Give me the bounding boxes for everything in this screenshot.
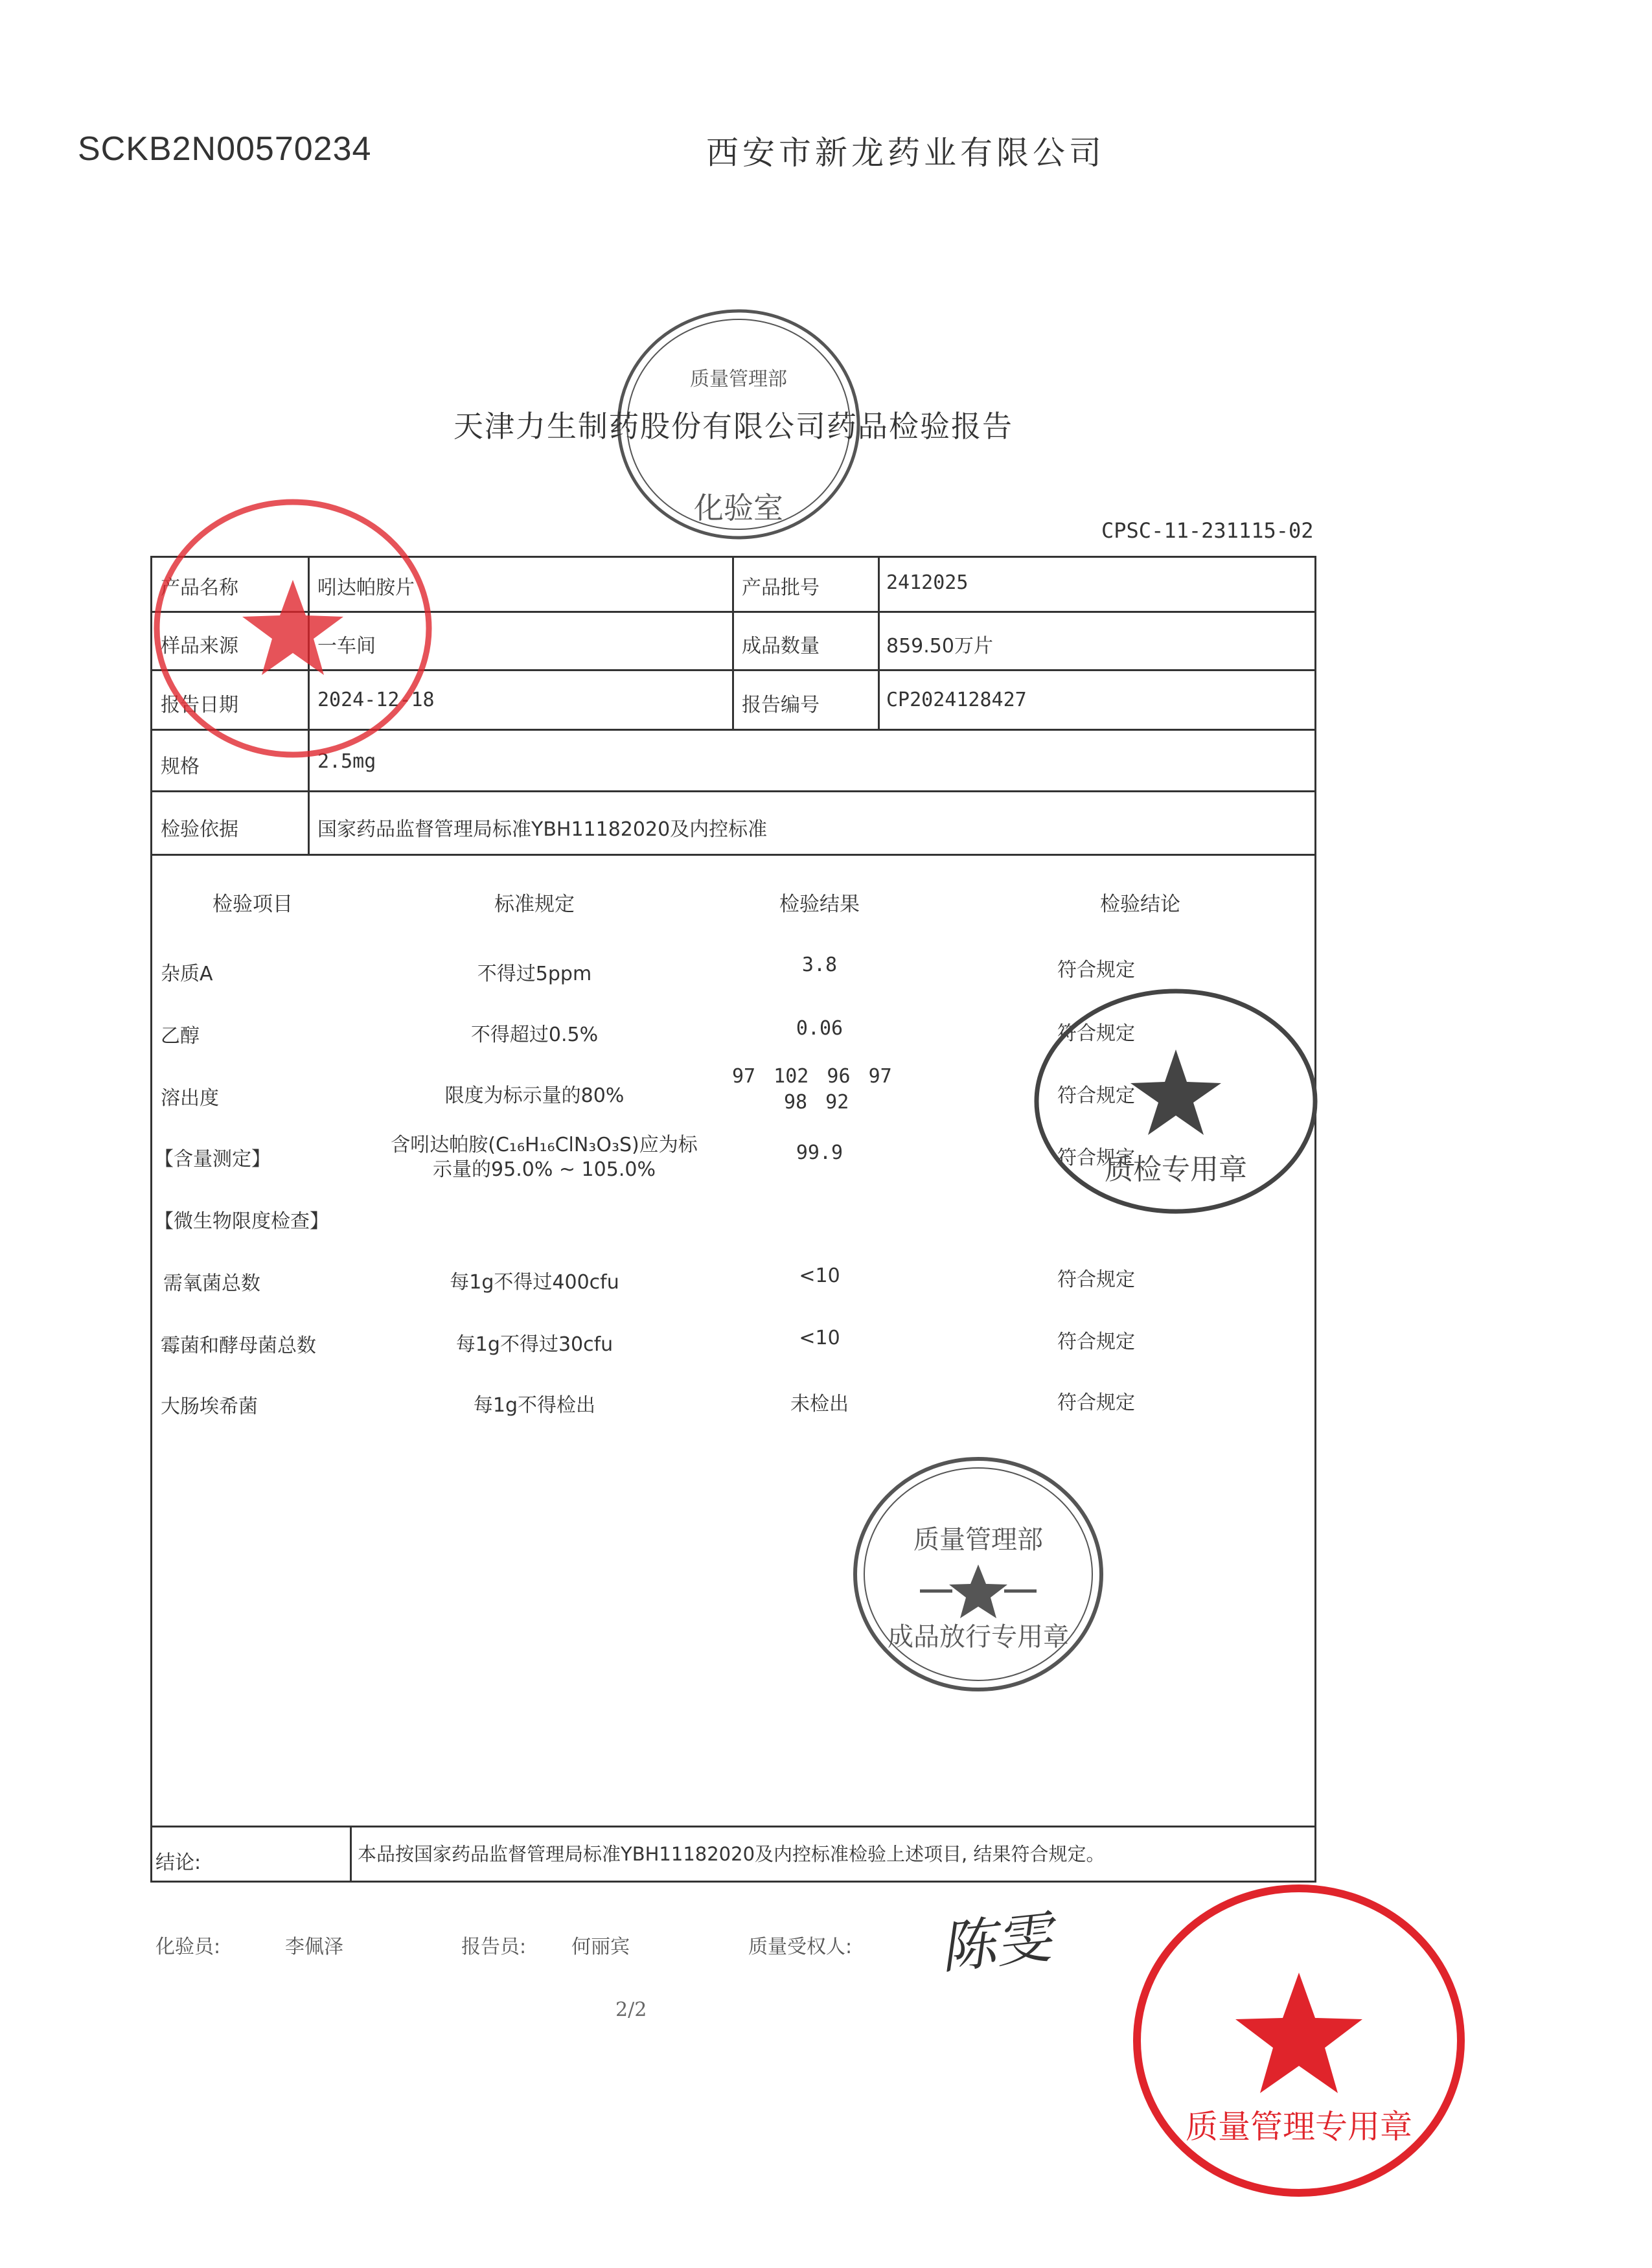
row-conclusion: 符合规定 [1057, 1147, 1135, 1169]
quality-stamp-bottom-text: 质量管理专用章 [1186, 2108, 1412, 2146]
release-stamp-mid-text: 质量管理部 [913, 1525, 1043, 1555]
row-result: <10 [799, 1327, 840, 1349]
row-conclusion: 符合规定 [1057, 959, 1135, 981]
spec-label: 规格 [161, 755, 200, 778]
row-result-line2: 98 92 [784, 1091, 849, 1114]
row-conclusion: 符合规定 [1057, 1331, 1135, 1353]
col-header-standard: 标准规定 [494, 893, 575, 916]
row-item: 霉菌和酵母菌总数 [161, 1334, 316, 1357]
row-conclusion: 符合规定 [1057, 1084, 1135, 1107]
row-item: 大肠埃希菌 [161, 1395, 258, 1418]
inspector-name: 李佩泽 [285, 1936, 343, 1958]
report-title: 天津力生制药股份有限公司药品检验报告 [453, 409, 1013, 444]
inspector-label: 化验员: [155, 1936, 221, 1958]
row-item: 溶出度 [161, 1087, 219, 1110]
page-number: 2/2 [615, 1999, 647, 2021]
product-name-value: 吲达帕胺片 [317, 577, 415, 599]
row-item: 需氧菌总数 [163, 1272, 260, 1295]
batch-label: 产品批号 [742, 577, 820, 599]
report-no-label: 报告编号 [742, 694, 820, 716]
row-standard: 每1g不得过400cfu [450, 1271, 619, 1294]
row-result: <10 [799, 1265, 840, 1287]
release-stamp [849, 1451, 1108, 1697]
row-item: 杂质A [161, 963, 213, 985]
report-no-value: CP2024128427 [886, 689, 1027, 711]
row-standard: 不得过5ppm [477, 963, 592, 985]
row-result: 未检出 [790, 1393, 849, 1415]
col-header-conclusion: 检验结论 [1100, 893, 1180, 916]
row-conclusion: 符合规定 [1057, 1022, 1135, 1045]
qc-stamp-center-text: 质检专用章 [1105, 1153, 1247, 1186]
quantity-value: 859.50万片 [886, 635, 993, 658]
spec-value: 2.5mg [317, 750, 376, 773]
row-standard: 限度为标示量的80% [444, 1084, 625, 1107]
row-result: 3.8 [801, 954, 838, 976]
product-name-label: 产品名称 [161, 577, 238, 599]
row-result: 97 102 96 97 [732, 1065, 892, 1088]
qc-stamp [1030, 985, 1322, 1218]
form-number: CPSC-11-231115-02 [1101, 518, 1314, 543]
row-section-heading: 【微生物限度检查】 [154, 1210, 329, 1233]
source-value: 一车间 [317, 635, 376, 658]
row-conclusion: 符合规定 [1057, 1392, 1135, 1414]
col-header-result: 检验结果 [779, 893, 860, 916]
reporter-label: 报告员: [461, 1936, 527, 1958]
row-standard-line2: 示量的95.0% ~ 105.0% [433, 1158, 656, 1181]
red-company-stamp [150, 492, 435, 764]
release-stamp-bottom-text: 成品放行专用章 [888, 1622, 1069, 1652]
row-standard: 每1g不得过30cfu [455, 1333, 614, 1356]
row-standard: 含吲达帕胺(C₁₆H₁₆ClN₃O₃S)应为标 [391, 1134, 698, 1156]
report-date-value: 2024-12-18 [317, 689, 435, 711]
conclusion-label: 结论: [155, 1851, 201, 1874]
qa-signature: 陈雯 [937, 1905, 1055, 1982]
batch-value: 2412025 [886, 571, 969, 594]
report-date-label: 报告日期 [161, 694, 238, 716]
col-header-item: 检验项目 [212, 893, 293, 916]
quantity-label: 成品数量 [742, 635, 820, 658]
conclusion-text: 本品按国家药品监督管理局标准YBH11182020及内控标准检验上述项目, 结果符合规定。 [358, 1843, 1105, 1865]
row-result: 0.06 [796, 1017, 843, 1040]
lab-stamp-center-text: 化验室 [694, 490, 783, 525]
row-standard: 每1g不得检出 [473, 1394, 596, 1417]
source-label: 样品来源 [161, 635, 238, 658]
basis-label: 检验依据 [161, 818, 238, 841]
row-result: 99.9 [796, 1141, 843, 1164]
document-code: SCKB2N00570234 [78, 130, 372, 168]
quality-management-stamp [1130, 1882, 1467, 2199]
basis-value: 国家药品监督管理局标准YBH11182020及内控标准 [317, 818, 768, 841]
row-conclusion: 符合规定 [1057, 1268, 1135, 1291]
svg-text:质量管理部: 质量管理部 [690, 368, 787, 391]
row-item: 乙醇 [161, 1025, 200, 1048]
row-standard: 不得超过0.5% [470, 1024, 599, 1046]
row-item: 【含量测定】 [154, 1148, 271, 1171]
qa-label: 质量受权人: [748, 1936, 853, 1958]
reporter-name: 何丽宾 [571, 1936, 630, 1958]
company-header: 西安市新龙药业有限公司 [706, 134, 1105, 172]
